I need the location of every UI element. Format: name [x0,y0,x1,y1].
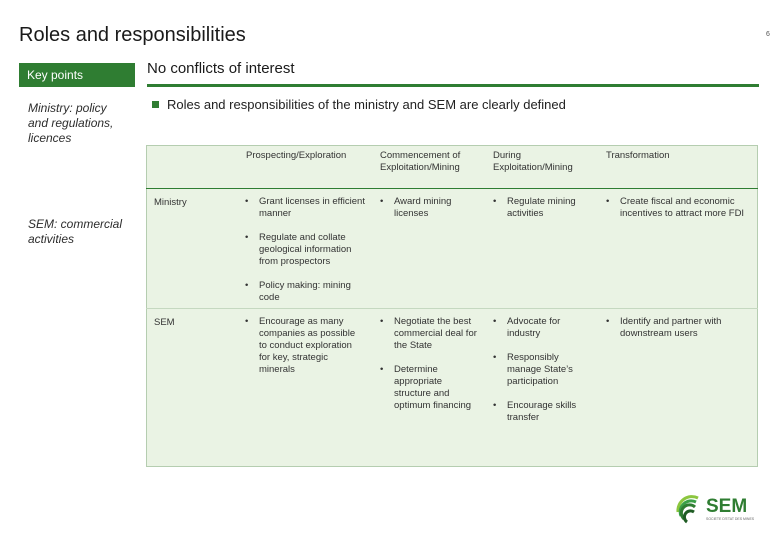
subtitle-underline [147,84,759,87]
column-header-exploration: Prospecting/Exploration [246,150,347,161]
square-bullet-icon [152,101,159,108]
section-subtitle: No conflicts of interest [147,60,295,77]
sem-logo-mark [678,497,698,522]
sem-during-item: • Advocate for industry [493,316,561,339]
table-row-divider [146,308,758,309]
ministry-commencement-item: • Award mining licenses [380,196,452,219]
key-points-tab: Key points [19,63,135,87]
ministry-during-item: • Regulate mining activities [493,196,576,219]
ministry-exploration-item: • Policy making: mining code [245,280,351,303]
column-header-commencement: Commencement of Exploitation/Mining [380,150,461,173]
key-point-note-sem: SEM: commercial activities [28,217,123,246]
page-number: 6 [766,31,770,38]
summary-bullet [152,97,566,112]
sem-during-item: • Responsibly manage State’s participation [493,352,573,387]
table-header-rule [146,188,758,189]
roles-table [146,145,758,467]
sem-commencement-item: • Determine appropriate structure and optimum financing [380,364,472,411]
sem-transformation-item: • Identify and partner with downstream users [606,316,722,339]
key-point-note-ministry: Ministry: policy and regulations, licences [28,101,114,145]
summary-bullet-text: Roles and responsibilities of the ministry and SEM are clearly defined [167,97,566,112]
sem-during-item: • Encourage skills transfer [493,400,577,423]
column-header-transformation: Transformation [606,150,670,161]
column-header-during: During Exploitation/Mining [493,150,573,173]
sem-commencement-item: • Negotiate the best commercial deal for the State [380,316,477,351]
page-title: Roles and responsibilities [19,24,246,46]
ministry-exploration-item: • Grant licenses in efficient manner [245,196,365,219]
sem-exploration-item: • Encourage as many companies as possible to conduct exploration for key, strategic minerals [245,316,356,375]
row-label-ministry: Ministry [154,197,187,208]
ministry-transformation-item: • Create fiscal and economic incentives to attract more FDI [606,196,745,219]
sem-logo-tagline: SOCIETE D'ETAT DES MINES [706,517,755,521]
ministry-exploration-item: • Regulate and collate geological information from prospectors [245,232,352,267]
sem-logo-text: SEM [706,496,748,517]
row-label-sem: SEM [154,317,175,328]
sem-logo [674,490,764,528]
